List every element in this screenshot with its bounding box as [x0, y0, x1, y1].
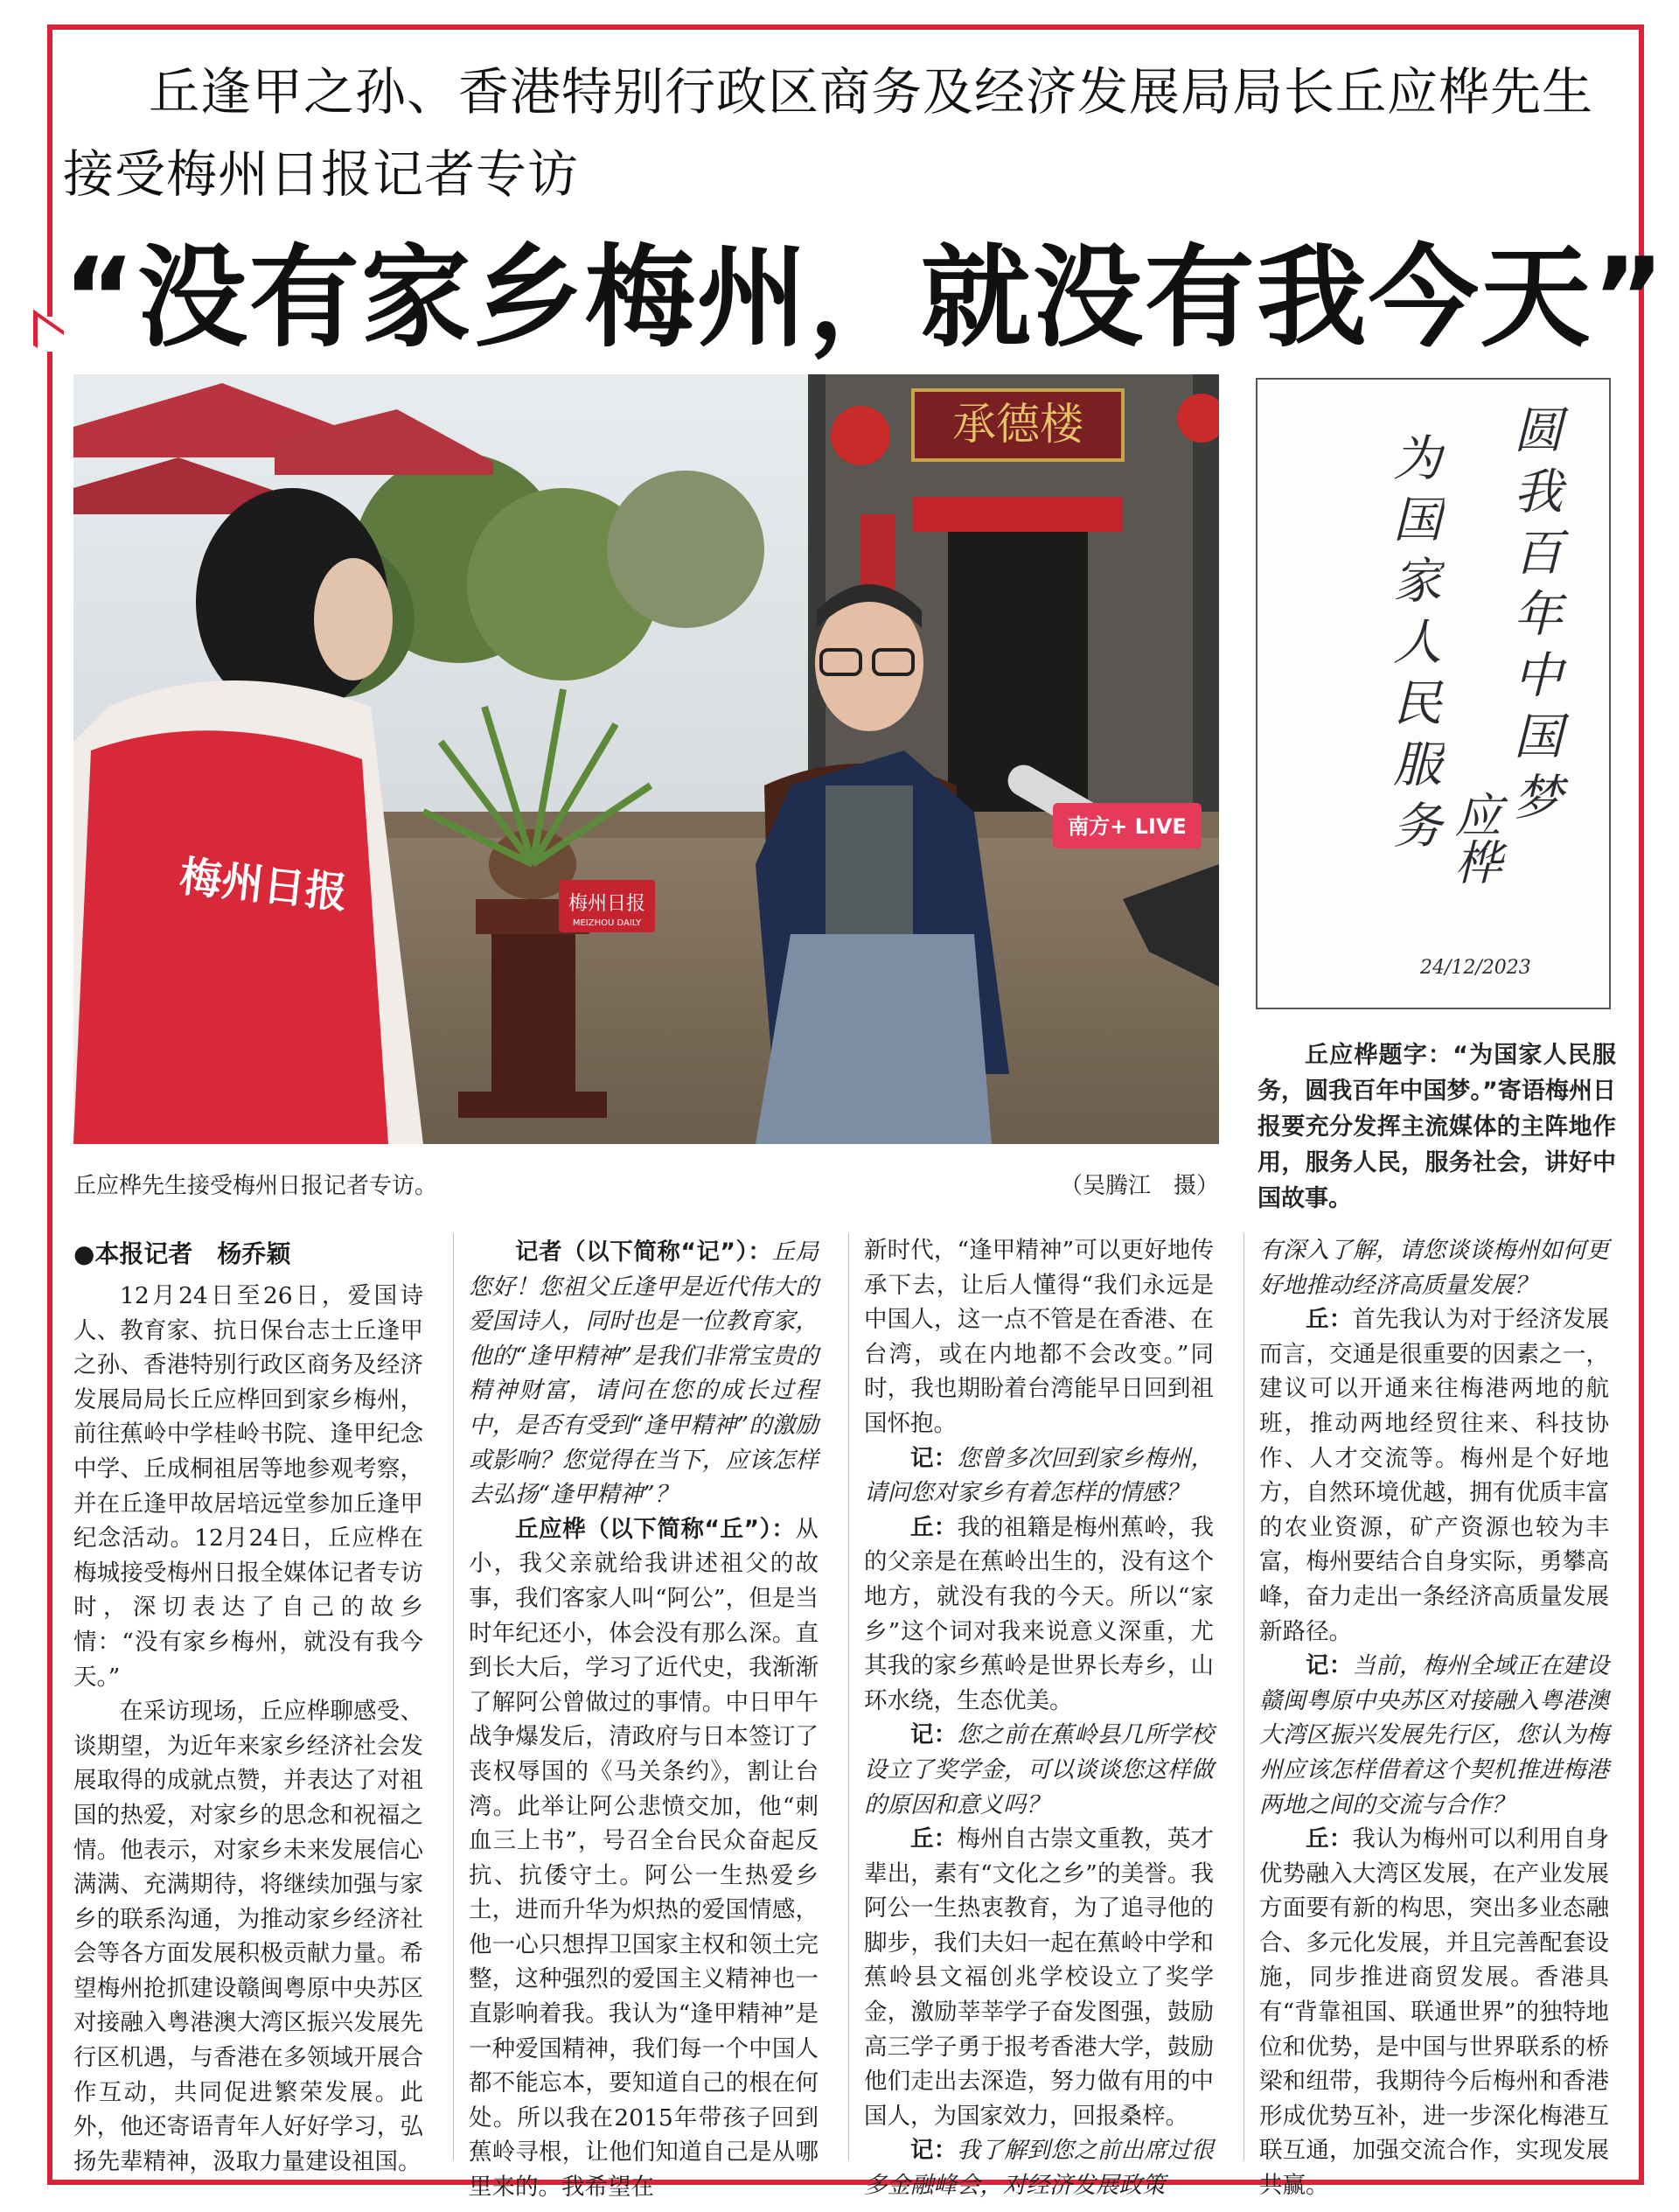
answer-text: 我认为梅州可以利用自身优势融入大湾区发展，在产业发展方面要有新的构思，突出多业态融合、多元化发展，并且完善配套设施，同步推进商贸发展。香港具有“背靠祖国、联通世界”的独特地位和优势，是中国与世界联系的桥梁和纽带，我期待今后梅州和香港形成优势互补，进一步深化梅港互联互通，加强交流合作，实现发展共赢。 [1259, 1825, 1610, 2200]
question-paragraph [1259, 1649, 1609, 1822]
question-text: 您曾多次回到家乡梅州，请问您对家乡有着怎样的情感？ [864, 1444, 1215, 1507]
answer-label: 丘： [1306, 1825, 1353, 1853]
question-label: 记： [910, 2137, 958, 2165]
answer-text: 首先我认为对于经济发展而言，交通是很重要的因素之一，建议可以开通来往梅港两地的航班，推动两地经贸往来、科技协作、人才交流等。梅州是个好地方，自然环境优越，拥有优质丰富的农业资源，矿产资源也较为丰富，梅州要结合自身实际，勇攀高峰，奋力走出一条经济高质量发展新路径。 [1259, 1306, 1610, 1645]
calligraphy-column-2: 圆我百年中国梦 [1506, 404, 1563, 833]
article-column-3 [864, 1233, 1214, 2203]
column-divider [453, 1233, 454, 2160]
building-sign: 承德楼 [952, 399, 1083, 450]
answer-label: 丘应桦（以下简称“丘”）： [515, 1515, 796, 1543]
answer-label: 丘： [1306, 1306, 1353, 1334]
question-paragraph [864, 1441, 1214, 1511]
live-badge: 南方+ LIVE [1068, 814, 1187, 839]
answer-paragraph [469, 1512, 819, 2205]
article-column-4 [1259, 1233, 1609, 2203]
byline: ●本报记者 杨乔颖 [73, 1239, 291, 1268]
calligraphy-signature: 应桦 [1447, 791, 1502, 885]
headline: “没有家乡梅州，就没有我今天” [63, 234, 1667, 362]
table-logo-sub: MEIZHOU DAILY [572, 918, 642, 928]
answer-paragraph [1259, 1302, 1609, 1649]
calligraphy-caption: 丘应桦题字：“为国家人民服务，圆我百年中国梦。”寄语梅州日报要充分发挥主流媒体的主阵地作用，服务人民，服务社会，讲好中国故事。 [1258, 1042, 1616, 1212]
photo-caption-text: 丘应桦先生接受梅州日报记者专访。 [73, 1173, 438, 1199]
question-text: 丘局您好！您祖父丘逢甲是近代伟大的爱国诗人，同时也是一位教育家，他的“逢甲精神”是我们非常宝贵的精神财富，请问在您的成长过程中，是否有受到“逢甲精神”的激励或影响？您觉得在当下，应该怎样去弘扬“逢甲精神”？ [469, 1239, 819, 1509]
question-text: 我了解到您之前出席过很多金融峰会，对经济发展政策 [864, 2137, 1215, 2200]
answer-text: 从小，我父亲就给我讲述祖父的故事，我们客家人叫“阿公”，但是当时年纪还小，体会没有那么深。直到长大后，学习了近代史，我渐渐了解阿公曾做过的事情。中日甲午战争爆发后，清政府与日本签订了丧权辱国的《马关条约》，割让台湾。此举让阿公悲愤交加，他“刺血三上书”，号召全台民众奋起反抗、抗倭守土。阿公一生热爱乡土，进而升华为炽热的爱国情感，他一心只想捍卫国家主权和领土完整，这种强烈的爱国主义精神也一直影响着我。我认为“逢甲精神”是一种爱国精神，我们每一个中国人都不能忘本，要知道自己的根在何处。所以我在2015年带孩子回到蕉岭寻根，让他们知道自己是从哪里来的。我希望在 [469, 1515, 819, 2202]
photo-credit: （吴腾江 摄） [1059, 1173, 1219, 1199]
answer-continuation: 新时代，“逢甲精神”可以更好地传承下去，让后人懂得“我们永远是中国人，这一点不管是在香港、在台湾，或在内地都不会改变。”同时，我也期盼着台湾能早日回到祖国怀抱。 [864, 1237, 1214, 1437]
pre-headline-line-2: 接受梅州日报记者专访 [63, 144, 580, 204]
calligraphy-panel [1256, 378, 1611, 1009]
calligraphy-date: 24/12/2023 [1420, 957, 1531, 979]
question-continuation: 有深入了解，请您谈谈梅州如何更好地推动经济高质量发展？ [1259, 1237, 1609, 1299]
question-paragraph [864, 1718, 1214, 1822]
article-column-2 [469, 1235, 819, 2205]
question-label: 记： [910, 1444, 958, 1472]
answer-label: 丘： [910, 1513, 958, 1541]
interview-photo [73, 374, 1219, 1144]
table-logo: 梅州日报 [568, 893, 646, 915]
answer-label: 丘： [910, 1825, 958, 1853]
paragraph: 12月24日至26日，爱国诗人、教育家、抗日保台志士丘逢甲之孙、香港特别行政区商务及经济发展局局长丘应桦回到家乡梅州，前往蕉岭中学桂岭书院、逢甲纪念中学、丘成桐祖居等地参观考察，并在丘逢甲故居培远堂参加丘逢甲纪念活动。12月24日，丘应桦在梅城接受梅州日报全媒体记者专访时，深切表达了自己的故乡情：“没有家乡梅州，就没有我今天。” [73, 1282, 423, 1691]
question-paragraph [864, 2133, 1214, 2202]
photo-caption [73, 1168, 1219, 1200]
question-label: 记： [910, 1721, 958, 1749]
article-column-1 [73, 1279, 423, 2179]
column-divider [848, 1233, 849, 2160]
question-label: 记： [1306, 1652, 1353, 1680]
answer-text: 我的祖籍是梅州蕉岭，我的父亲是在蕉岭出生的，没有这个地方，就没有我的今天。所以“家乡”这个词对我来说意义深重，尤其我的家乡蕉岭是世界长寿乡，山环水绕，生态优美。 [864, 1513, 1215, 1714]
question-text: 当前，梅州全域正在建设赣闽粤原中央苏区对接融入粤港澳大湾区振兴发展先行区，您认为梅州应该怎样借着这个契机推进梅港两地之间的交流与合作？ [1259, 1652, 1610, 1818]
question-label: 记者（以下简称“记”）： [515, 1239, 772, 1266]
calligraphy-column-1: 为国家人民服务 [1385, 432, 1442, 861]
question-paragraph [469, 1235, 819, 1512]
answer-paragraph [864, 1511, 1214, 1719]
vest-text: 梅州日报 [177, 852, 350, 919]
answer-paragraph [864, 1822, 1214, 2133]
pre-headline-line-1: 丘逢甲之孙、香港特别行政区商务及经济发展局局长丘应桦先生 [149, 62, 1594, 122]
answer-text: 梅州自古崇文重教，英才辈出，素有“文化之乡”的美誉。我阿公一生热衷教育，为了追寻他的脚步，我们夫妇一起在蕉岭中学和蕉岭县文福创兆学校设立了奖学金，激励莘莘学子奋发图强，鼓励高三学子勇于报考香港大学，鼓励他们走出去深造，努力做有用的中国人，为国家效力，回报桑梓。 [864, 1825, 1215, 2130]
question-text: 您之前在蕉岭县几所学校设立了奖学金，可以谈谈您这样做的原因和意义吗？ [864, 1721, 1215, 1818]
paragraph: 在采访现场，丘应桦聊感受、谈期望，为近年来家乡经济社会发展取得的成就点赞，并表达了对祖国的热爱，对家乡的思念和祝福之情。他表示，对家乡未来发展信心满满、充满期待，将继续加强与家乡的联系沟通，为推动家乡经济社会等各方面发展积极贡献力量。希望梅州抢抓建设赣闽粤原中央苏区对接融入粤港澳大湾区振兴发展先行区机遇，与香港在多领域开展合作互动，共同促进繁荣发展。此外，他还寄语青年人好好学习，弘扬先辈精神，汲取力量建设祖国。 [73, 1698, 423, 2175]
answer-paragraph [1259, 1822, 1609, 2203]
